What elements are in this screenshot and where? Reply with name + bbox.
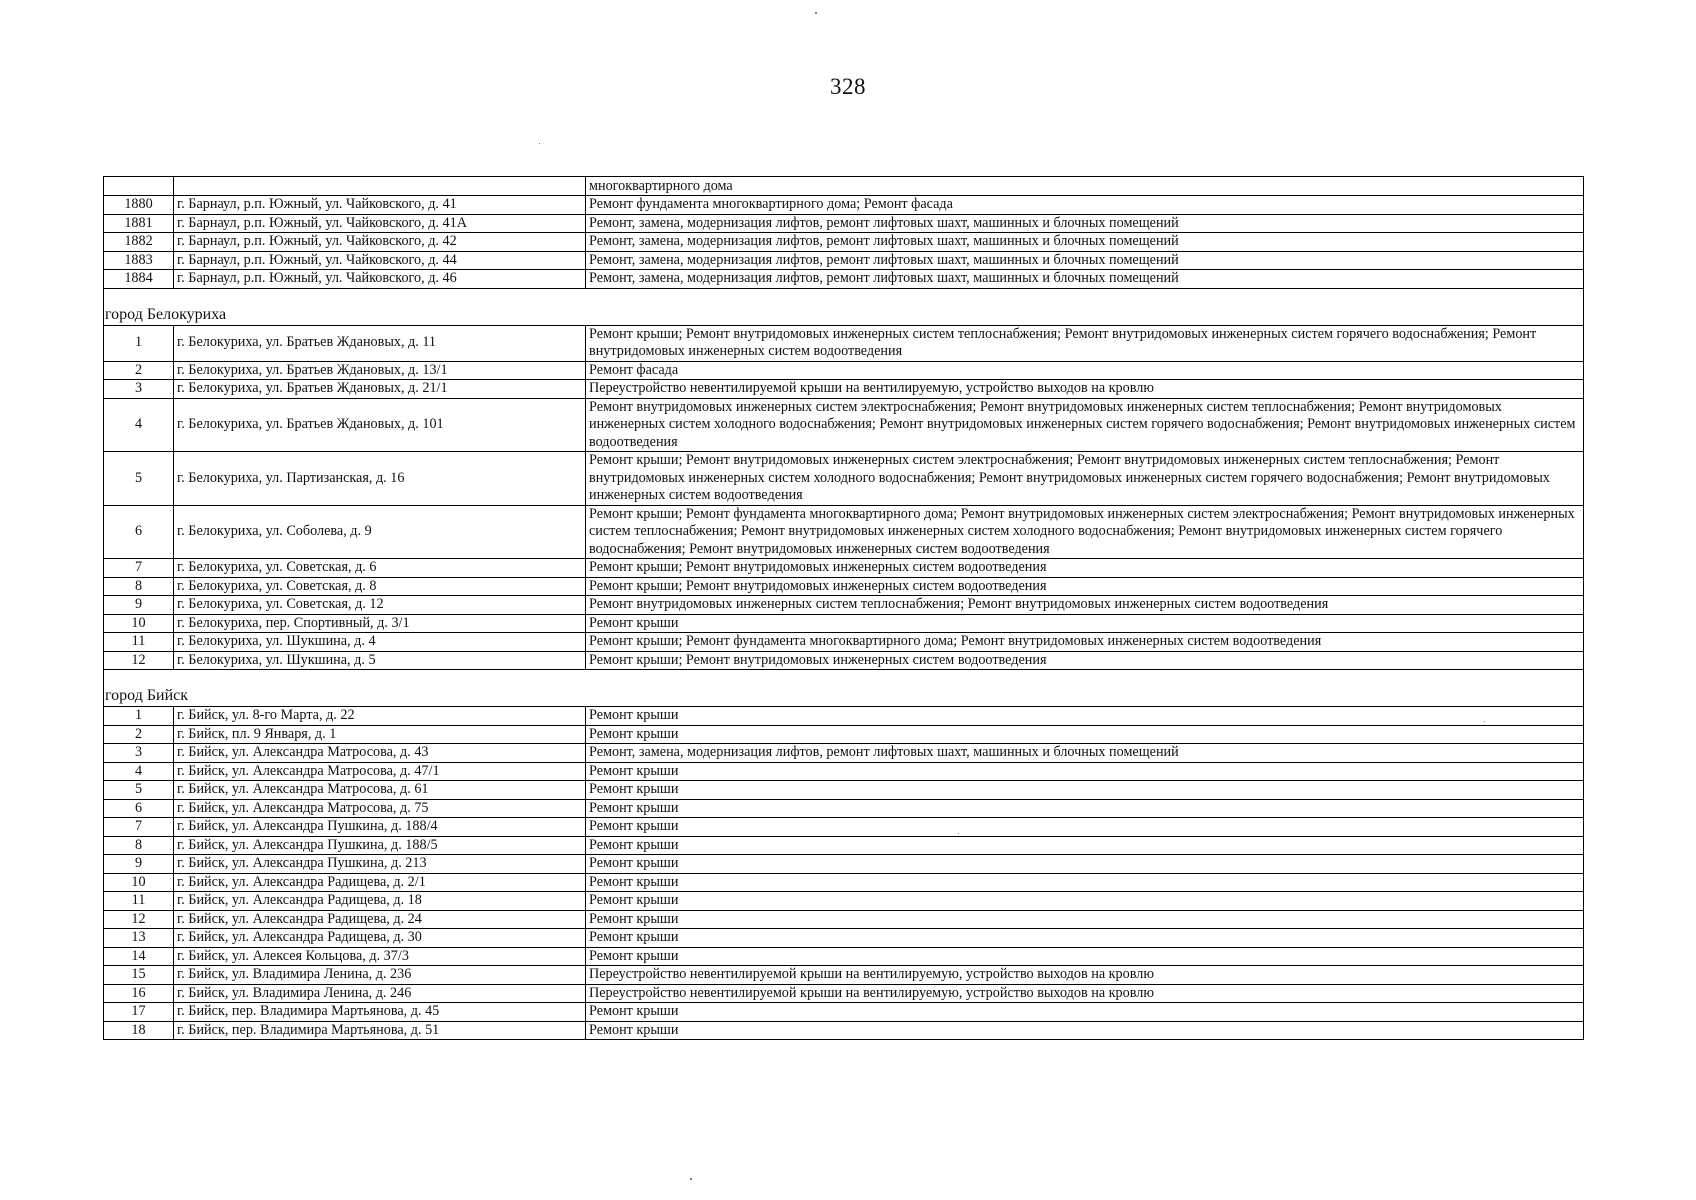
row-number: 6	[104, 799, 174, 818]
section-title: город Бийск	[104, 686, 1584, 707]
row-address: г. Бийск, пер. Владимира Мартьянова, д. 45	[174, 1003, 586, 1022]
table-row	[104, 910, 1584, 929]
row-number: 1884	[104, 270, 174, 289]
row-works: Ремонт крыши	[586, 929, 1584, 948]
row-address: г. Белокуриха, ул. Шукшина, д. 5	[174, 651, 586, 670]
row-address: г. Бийск, пер. Владимира Мартьянова, д. 51	[174, 1021, 586, 1040]
row-works: Ремонт крыши; Ремонт внутридомовых инженерных систем водоотведения	[586, 577, 1584, 596]
row-address	[174, 177, 586, 196]
row-number: 9	[104, 596, 174, 615]
table-row	[104, 744, 1584, 763]
row-address: г. Белокуриха, ул. Братьев Ждановых, д. 101	[174, 398, 586, 452]
row-address: г. Барнаул, р.п. Южный, ул. Чайковского, д. 41	[174, 196, 586, 215]
table-row	[104, 984, 1584, 1003]
row-address: г. Барнаул, р.п. Южный, ул. Чайковского, д. 46	[174, 270, 586, 289]
row-number: 15	[104, 966, 174, 985]
row-works: Ремонт, замена, модернизация лифтов, ремонт лифтовых шахт, машинных и блочных помещений	[586, 270, 1584, 289]
table-row	[104, 781, 1584, 800]
row-address: г. Бийск, ул. Александра Матросова, д. 47/1	[174, 762, 586, 781]
section-spacer	[104, 670, 1584, 687]
row-number: 5	[104, 781, 174, 800]
table-row	[104, 380, 1584, 399]
row-address: г. Белокуриха, ул. Советская, д. 6	[174, 559, 586, 578]
row-address: г. Бийск, ул. Александра Матросова, д. 75	[174, 799, 586, 818]
table-row	[104, 398, 1584, 452]
row-works: Ремонт фасада	[586, 361, 1584, 380]
row-number: 12	[104, 651, 174, 670]
table-row	[104, 1003, 1584, 1022]
page-number: 328	[830, 74, 866, 99]
section-title: город Белокуриха	[104, 305, 1584, 326]
table-row	[104, 361, 1584, 380]
row-number: 3	[104, 380, 174, 399]
row-number: 12	[104, 910, 174, 929]
table-row	[104, 251, 1584, 270]
scan-speck	[815, 12, 817, 14]
table-row	[104, 452, 1584, 506]
row-number: 4	[104, 762, 174, 781]
row-works: Ремонт крыши	[586, 799, 1584, 818]
row-works: Ремонт крыши	[586, 818, 1584, 837]
table-row	[104, 196, 1584, 215]
row-works: многоквартирного дома	[586, 177, 1584, 196]
row-address: г. Бийск, ул. Александра Матросова, д. 61	[174, 781, 586, 800]
table-row	[104, 325, 1584, 361]
spacer-cell	[104, 288, 1584, 305]
row-address: г. Бийск, ул. Владимира Ленина, д. 246	[174, 984, 586, 1003]
scan-speck	[958, 833, 959, 834]
row-address: г. Бийск, ул. Александра Пушкина, д. 188/5	[174, 836, 586, 855]
row-address: г. Белокуриха, ул. Соболева, д. 9	[174, 505, 586, 559]
row-works: Ремонт, замена, модернизация лифтов, ремонт лифтовых шахт, машинных и блочных помещений	[586, 233, 1584, 252]
row-address: г. Белокуриха, ул. Советская, д. 8	[174, 577, 586, 596]
table-row	[104, 725, 1584, 744]
row-number: 2	[104, 725, 174, 744]
table-row	[104, 892, 1584, 911]
table-row	[104, 1021, 1584, 1040]
table-row	[104, 614, 1584, 633]
row-address: г. Бийск, ул. Алексея Кольцова, д. 37/3	[174, 947, 586, 966]
row-number: 9	[104, 855, 174, 874]
row-works: Ремонт крыши	[586, 781, 1584, 800]
row-number: 1	[104, 325, 174, 361]
row-works: Ремонт крыши	[586, 873, 1584, 892]
row-works: Ремонт внутридомовых инженерных систем электроснабжения; Ремонт внутридомовых инженерных систем теплоснабжения; Ремонт внутридомовых инженерных систем холодного водоснабжения; Ремонт внутридомовых инженерных систем горячего водоснабжения; Ремонт внутридомовых инженерных систем водоотведения	[586, 398, 1584, 452]
table-row	[104, 270, 1584, 289]
table-row	[104, 966, 1584, 985]
row-number: 14	[104, 947, 174, 966]
row-works: Ремонт крыши; Ремонт внутридомовых инженерных систем водоотведения	[586, 651, 1584, 670]
row-number: 10	[104, 614, 174, 633]
table-row	[104, 233, 1584, 252]
table-row	[104, 707, 1584, 726]
table-row	[104, 855, 1584, 874]
row-works: Ремонт, замена, модернизация лифтов, ремонт лифтовых шахт, машинных и блочных помещений	[586, 251, 1584, 270]
row-address: г. Белокуриха, ул. Братьев Ждановых, д. 13/1	[174, 361, 586, 380]
table-row	[104, 873, 1584, 892]
scan-speck	[539, 143, 540, 144]
scan-speck	[1484, 721, 1485, 722]
row-address: г. Бийск, ул. Александра Радищева, д. 2/1	[174, 873, 586, 892]
row-address: г. Белокуриха, ул. Партизанская, д. 16	[174, 452, 586, 506]
row-works: Ремонт крыши; Ремонт фундамента многоквартирного дома; Ремонт внутридомовых инженерных систем водоотведения	[586, 633, 1584, 652]
row-number: 1880	[104, 196, 174, 215]
row-number: 16	[104, 984, 174, 1003]
row-works: Ремонт крыши	[586, 910, 1584, 929]
row-works: Ремонт, замена, модернизация лифтов, ремонт лифтовых шахт, машинных и блочных помещений	[586, 744, 1584, 763]
row-works: Ремонт крыши; Ремонт внутридомовых инженерных систем теплоснабжения; Ремонт внутридомовых инженерных систем горячего водоснабжения; Ремонт внутридомовых инженерных систем водоотведения	[586, 325, 1584, 361]
row-address: г. Бийск, ул. Александра Пушкина, д. 213	[174, 855, 586, 874]
row-works: Ремонт внутридомовых инженерных систем теплоснабжения; Ремонт внутридомовых инженерных систем водоотведения	[586, 596, 1584, 615]
table-row	[104, 214, 1584, 233]
row-works: Переустройство невентилируемой крыши на вентилируемую, устройство выходов на кровлю	[586, 966, 1584, 985]
row-address: г. Бийск, ул. Владимира Ленина, д. 236	[174, 966, 586, 985]
row-number: 1882	[104, 233, 174, 252]
row-works: Ремонт крыши	[586, 855, 1584, 874]
row-number: 1	[104, 707, 174, 726]
section-spacer	[104, 288, 1584, 305]
row-works: Ремонт крыши	[586, 892, 1584, 911]
table-row	[104, 929, 1584, 948]
table-row	[104, 947, 1584, 966]
registry-body	[104, 177, 1584, 1040]
continued-row	[104, 177, 1584, 196]
table-row	[104, 818, 1584, 837]
row-number: 11	[104, 892, 174, 911]
row-address: г. Белокуриха, ул. Советская, д. 12	[174, 596, 586, 615]
scan-speck	[690, 1178, 692, 1180]
row-number: 2	[104, 361, 174, 380]
row-number: 8	[104, 836, 174, 855]
row-address: г. Бийск, ул. Александра Пушкина, д. 188/4	[174, 818, 586, 837]
table-row	[104, 577, 1584, 596]
table-row	[104, 505, 1584, 559]
row-number: 13	[104, 929, 174, 948]
row-address: г. Бийск, ул. Александра Радищева, д. 30	[174, 929, 586, 948]
row-number: 7	[104, 818, 174, 837]
row-number: 10	[104, 873, 174, 892]
row-address: г. Бийск, ул. 8-го Марта, д. 22	[174, 707, 586, 726]
row-works: Ремонт крыши	[586, 947, 1584, 966]
row-number: 8	[104, 577, 174, 596]
row-address: г. Барнаул, р.п. Южный, ул. Чайковского, д. 44	[174, 251, 586, 270]
row-number: 11	[104, 633, 174, 652]
row-number: 4	[104, 398, 174, 452]
row-works: Переустройство невентилируемой крыши на вентилируемую, устройство выходов на кровлю	[586, 984, 1584, 1003]
row-works: Ремонт, замена, модернизация лифтов, ремонт лифтовых шахт, машинных и блочных помещений	[586, 214, 1584, 233]
row-address: г. Барнаул, р.п. Южный, ул. Чайковского, д. 41А	[174, 214, 586, 233]
row-works: Ремонт фундамента многоквартирного дома; Ремонт фасада	[586, 196, 1584, 215]
row-number: 7	[104, 559, 174, 578]
table-row	[104, 762, 1584, 781]
row-number: 6	[104, 505, 174, 559]
row-address: г. Белокуриха, ул. Шукшина, д. 4	[174, 633, 586, 652]
row-number: 18	[104, 1021, 174, 1040]
row-number: 5	[104, 452, 174, 506]
table-row	[104, 596, 1584, 615]
row-number: 1881	[104, 214, 174, 233]
table-row	[104, 559, 1584, 578]
row-address: г. Бийск, ул. Александра Радищева, д. 18	[174, 892, 586, 911]
section-header	[104, 305, 1584, 326]
row-number	[104, 177, 174, 196]
row-address: г. Белокуриха, ул. Братьев Ждановых, д. 11	[174, 325, 586, 361]
row-works: Ремонт крыши; Ремонт внутридомовых инженерных систем электроснабжения; Ремонт внутридомовых инженерных систем теплоснабжения; Ремонт внутридомовых инженерных систем холодного водоснабжения; Ремонт внутридомовых инженерных систем горячего водоснабжения; Ремонт внутридомовых инженерных систем водоотведения	[586, 452, 1584, 506]
row-works: Ремонт крыши	[586, 707, 1584, 726]
row-works: Ремонт крыши	[586, 762, 1584, 781]
row-number: 1883	[104, 251, 174, 270]
row-address: г. Белокуриха, ул. Братьев Ждановых, д. 21/1	[174, 380, 586, 399]
table-row	[104, 633, 1584, 652]
row-works: Ремонт крыши; Ремонт внутридомовых инженерных систем водоотведения	[586, 559, 1584, 578]
row-address: г. Бийск, пл. 9 Января, д. 1	[174, 725, 586, 744]
housing-repair-registry-table	[103, 176, 1584, 1040]
row-number: 3	[104, 744, 174, 763]
table-row	[104, 836, 1584, 855]
row-works: Переустройство невентилируемой крыши на вентилируемую, устройство выходов на кровлю	[586, 380, 1584, 399]
row-number: 17	[104, 1003, 174, 1022]
row-works: Ремонт крыши	[586, 836, 1584, 855]
row-address: г. Белокуриха, пер. Спортивный, д. 3/1	[174, 614, 586, 633]
row-works: Ремонт крыши	[586, 1003, 1584, 1022]
row-works: Ремонт крыши; Ремонт фундамента многоквартирного дома; Ремонт внутридомовых инженерных систем электроснабжения; Ремонт внутридомовых инженерных систем теплоснабжения; Ремонт внутридомовых инженерных систем холодного водоснабжения; Ремонт внутридомовых инженерных систем горячего водоснабжения; Ремонт внутридомовых инженерных систем водоотведения	[586, 505, 1584, 559]
section-header	[104, 686, 1584, 707]
row-works: Ремонт крыши	[586, 1021, 1584, 1040]
table-row	[104, 651, 1584, 670]
row-works: Ремонт крыши	[586, 614, 1584, 633]
row-address: г. Бийск, ул. Александра Матросова, д. 43	[174, 744, 586, 763]
row-works: Ремонт крыши	[586, 725, 1584, 744]
row-address: г. Барнаул, р.п. Южный, ул. Чайковского, д. 42	[174, 233, 586, 252]
table-row	[104, 799, 1584, 818]
row-address: г. Бийск, ул. Александра Радищева, д. 24	[174, 910, 586, 929]
spacer-cell	[104, 670, 1584, 687]
